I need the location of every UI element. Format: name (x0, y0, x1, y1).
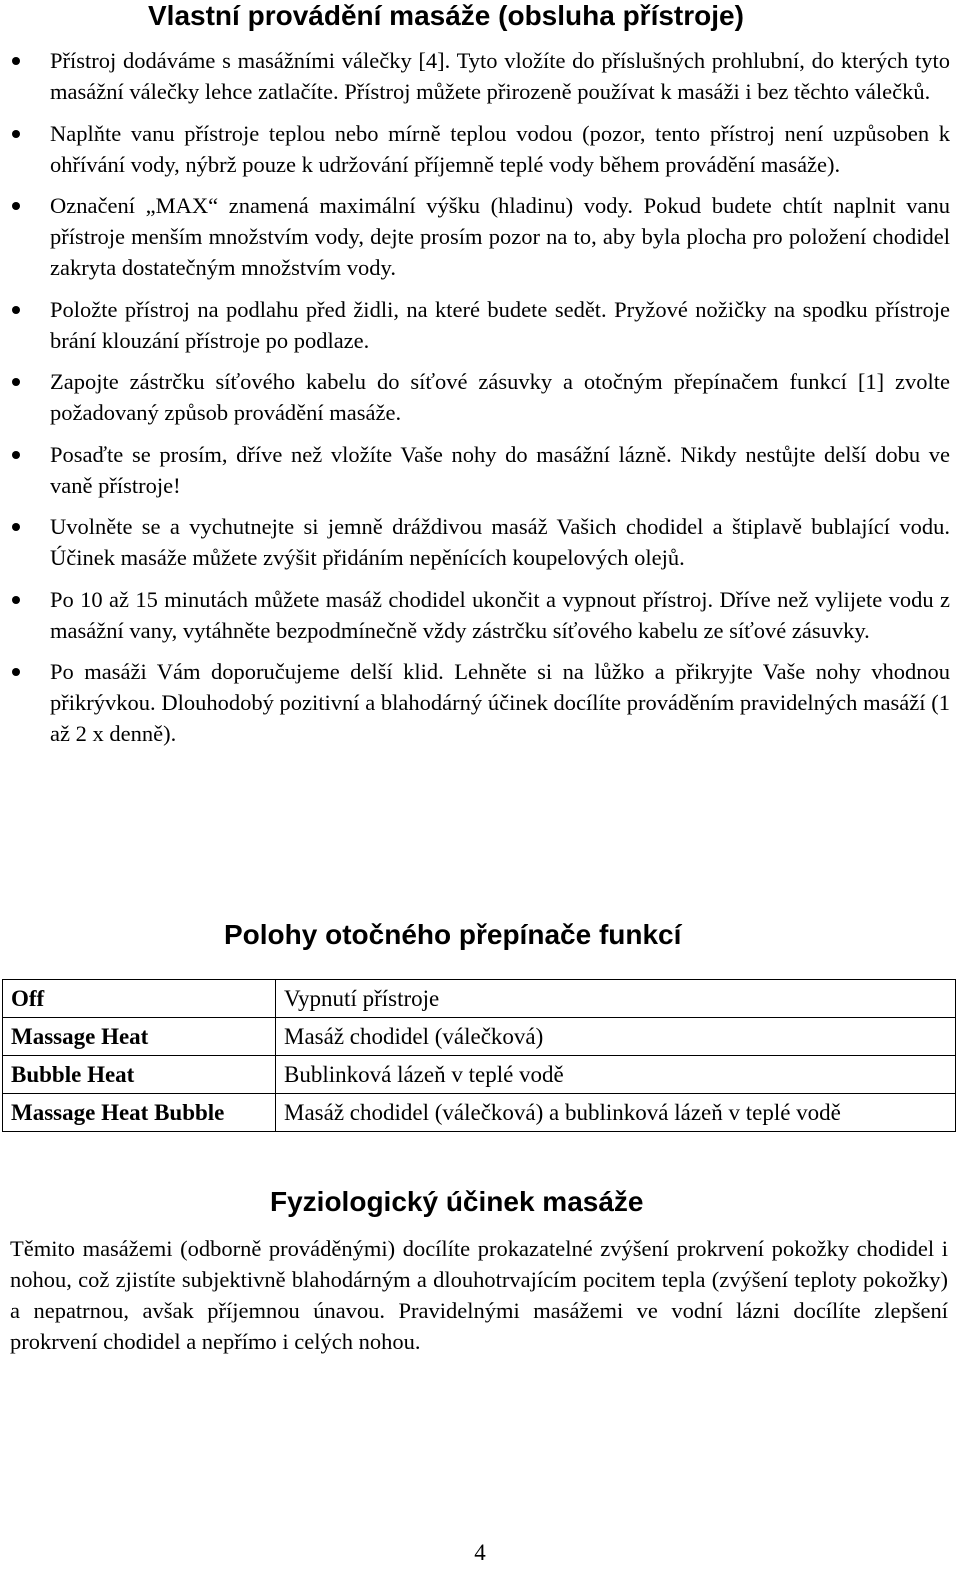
physiological-effect-paragraph: Těmito masážemi (odborně prováděnými) docílíte prokazatelné zvýšení prokrvení pokožky chodidel i nohou, což zjistíte subjektivně blahodárným a dlouhotrvajícím pocitem tepla (zvýšení teploty pokožky) a nepatrnou, avšak příjemnou únavou. Pravidelnými masážemi ve vodní lázni docílíte zlepšení prokrvení chodidel a nepřímo i celých nohou. (10, 1236, 948, 1354)
list-item-text: Položte přístroj na podlahu před židli, na které budete sedět. Pryžové nožičky na spodku přístroje brání klouzání přístroje po podlaze. (50, 296, 950, 353)
mode-description-cell: Vypnutí přístroje (276, 980, 956, 1018)
list-item-text: Po masáži Vám doporučujeme delší klid. Lehněte si na lůžko a přikryjte Vaše nohy vhodnou přikrývkou. Dlouhodobý pozitivní a blahodárný účinek docílíte prováděním pravidelných masáží (1 až 2 x denně). (50, 659, 950, 746)
list-item-text: Po 10 až 15 minutách můžete masáž chodidel ukončit a vypnout přístroj. Dříve než vylijete vodu z masážní vany, vytáhněte bezpodmínečně vždy zástrčku síťového kabelu ze síťové zásuvky. (50, 586, 950, 643)
list-item (0, 294, 950, 356)
list-item (0, 366, 950, 428)
list-item (0, 511, 950, 573)
section-title-switch-positions: Polohy otočného přepínače funkcí (224, 919, 682, 950)
mode-name-cell: Massage Heat Bubble (3, 1094, 276, 1132)
list-item (0, 190, 950, 283)
bullet-icon (12, 378, 20, 386)
section-title-massage-operation: Vlastní provádění masáže (obsluha přístroje) (148, 0, 744, 31)
list-item-text: Naplňte vanu přístroje teplou nebo mírně teplou vodou (pozor, tento přístroj není uzpůsoben k ohřívání vody, nýbrž pouze k udržování příjemně teplé vody během provádění masáže). (50, 120, 950, 177)
table-row (3, 1018, 956, 1056)
list-item-text: Přístroj dodáváme s masážními válečky [4]. Tyto vložíte do příslušných prohlubní, do kterých tyto masážní válečky lehce zatlačíte. Přístroj můžete přirozeně používat k masáži i bez těchto válečků. (50, 48, 950, 104)
mode-description-cell: Masáž chodidel (válečková) a bublinková lázeň v teplé vodě (276, 1094, 956, 1132)
mode-name-cell: Massage Heat (3, 1018, 276, 1056)
mode-description-cell: Bublinková lázeň v teplé vodě (276, 1056, 956, 1094)
bullet-icon (12, 596, 20, 604)
list-item (0, 656, 950, 749)
mode-name-cell: Off (3, 980, 276, 1018)
mode-description-cell: Masáž chodidel (válečková) (276, 1018, 956, 1056)
table-row (3, 980, 956, 1018)
bullet-icon (12, 668, 20, 676)
bullet-icon (12, 202, 20, 210)
list-item-text: Označení „MAX“ znamená maximální výšku (hladinu) vody. Pokud budete chtít naplnit vanu přístroje menším množstvím vody, dejte prosím pozor na to, aby byla plocha pro položení chodidel zakryta dostatečným množstvím vody. (50, 193, 950, 280)
mode-name-cell: Bubble Heat (3, 1056, 276, 1094)
bullet-icon (12, 57, 20, 65)
list-item-text: Zapojte zástrčku síťového kabelu do síťové zásuvky a otočným přepínačem funkcí [1] zvolte požadovaný způsob provádění masáže. (50, 369, 950, 425)
table-row (3, 1094, 956, 1132)
section-title-physiological-effect: Fyziologický účinek masáže (270, 1186, 644, 1217)
list-item-text: Posaďte se prosím, dříve než vložíte Vaše nohy do masážní lázně. Nikdy nestůjte delší dobu ve vaně přístroje! (50, 441, 950, 498)
switch-positions-table (2, 979, 956, 1132)
list-item (0, 439, 950, 501)
bullet-icon (12, 130, 20, 138)
list-item (0, 45, 950, 107)
page-number: 4 (474, 1540, 486, 1565)
table-row (3, 1056, 956, 1094)
instruction-list (0, 45, 950, 760)
list-item (0, 584, 950, 646)
bullet-icon (12, 451, 20, 459)
list-item-text: Uvolněte se a vychutnejte si jemně dráždivou masáž Vašich chodidel a štiplavě bublající vodu. Účinek masáže můžete zvýšit přidáním nepěnících koupelových olejů. (50, 514, 950, 570)
bullet-icon (12, 523, 20, 531)
bullet-icon (12, 306, 20, 314)
list-item (0, 118, 950, 180)
